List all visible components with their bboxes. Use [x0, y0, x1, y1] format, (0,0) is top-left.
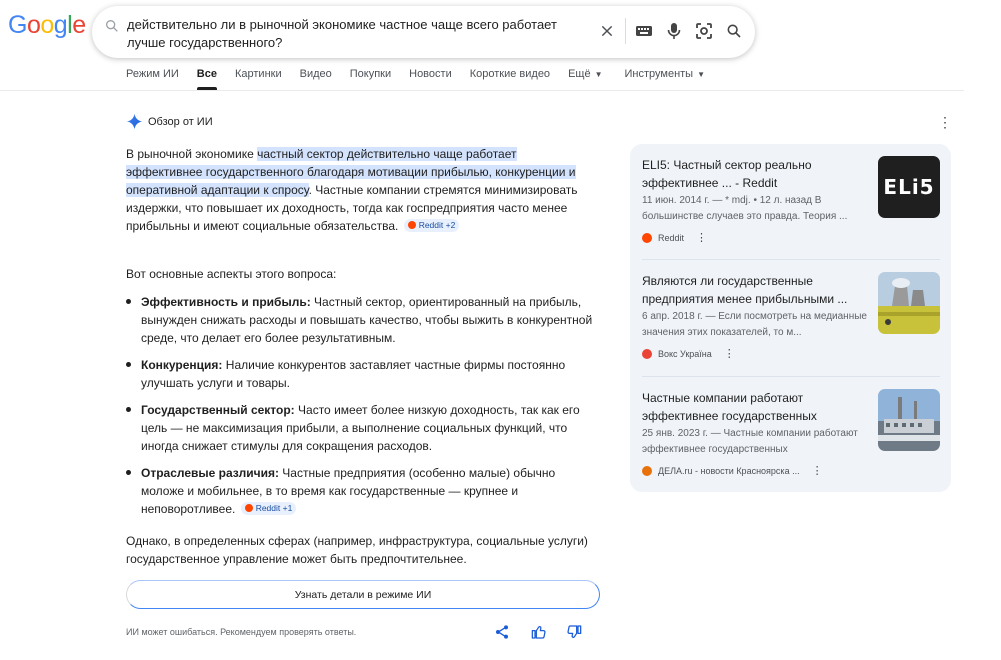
source-site: ДЕЛА.ru - новости Красноярска ... ⋮ — [642, 464, 940, 477]
more-options-icon[interactable]: ⋮ — [811, 465, 823, 477]
lens-icon[interactable] — [693, 20, 715, 42]
chevron-down-icon: ▼ — [594, 70, 603, 79]
source-divider — [642, 259, 940, 260]
reddit-icon — [245, 504, 253, 512]
keyboard-icon[interactable] — [633, 20, 655, 42]
tab-images[interactable]: Картинки — [234, 68, 282, 80]
search-divider — [625, 18, 626, 44]
list-item: Конкуренция: Наличие конкурентов заставляет частные фирмы постоянно улучшать услуги и товары. — [126, 356, 596, 392]
source-snippet: 6 апр. 2018 г. — Если посмотреть на медианные значения этих показателей, то м... — [642, 311, 867, 338]
sources-panel — [630, 144, 951, 492]
aspects-intro: Вот основные аспекты этого вопроса: — [126, 267, 337, 281]
tab-tools[interactable]: Инструменты ▼ — [624, 68, 706, 80]
mic-icon[interactable] — [663, 20, 685, 42]
power-plant-thumbnail[interactable] — [878, 272, 940, 334]
header-divider — [0, 90, 964, 91]
thumbs-up-icon[interactable] — [531, 624, 547, 640]
factory-thumbnail[interactable] — [878, 389, 940, 451]
tab-news[interactable]: Новости — [409, 68, 452, 80]
aspects-list — [126, 293, 596, 527]
search-submit-icon[interactable] — [723, 20, 745, 42]
list-item: Эффективность и прибыль: Частный сектор, ориентированный на прибыль, вынужден снижать расходы и повышать качество, чтобы выжить в конкурентной среде, что делает его более результативным. — [126, 293, 596, 347]
source-thumbnail[interactable]: ELi5 — [878, 156, 940, 218]
source-title[interactable]: ELI5: Частный сектор реально эффективнее ... - Reddit — [642, 158, 812, 190]
search-input[interactable]: действительно ли в рыночной экономике частное чаще всего работает лучше государственного? — [127, 17, 557, 50]
source-chip[interactable]: Reddit +2 — [404, 219, 460, 232]
search-icon — [104, 18, 120, 34]
source-chip[interactable]: Reddit +1 — [241, 502, 297, 515]
source-title[interactable]: Являются ли государственные предприятия менее прибыльными ... — [642, 274, 848, 306]
reddit-icon — [642, 233, 652, 243]
source-site: Reddit ⋮ — [642, 231, 940, 244]
dela-ru-icon — [642, 466, 652, 476]
source-card[interactable] — [642, 389, 940, 477]
more-options-icon[interactable]: ⋮ — [723, 348, 735, 360]
source-card[interactable] — [642, 272, 940, 360]
highlighted-answer: частный сектор действительно чаще работает эффективнее государственного благодаря мотивации прибылью, конкуренции и оперативной адаптации к спросу — [126, 147, 576, 197]
thumbs-down-icon[interactable] — [566, 624, 582, 640]
vox-ukraine-icon — [642, 349, 652, 359]
source-divider — [642, 376, 940, 377]
tab-more[interactable]: Ещё ▼ — [568, 68, 603, 80]
source-title[interactable]: Частные компании работают эффективнее государственных — [642, 391, 817, 423]
ai-disclaimer: ИИ может ошибаться. Рекомендуем проверять ответы. — [126, 627, 357, 637]
tab-all[interactable]: Все — [197, 66, 217, 90]
tab-short-videos[interactable]: Короткие видео — [469, 68, 551, 80]
ai-overview-header — [126, 113, 213, 130]
list-item: Государственный сектор: Часто имеет более низкую доходность, так как его цель — не максимизация прибыли, а выполнение социальных функций, что иногда снижает стимулы для сокращения расходов. — [126, 401, 596, 455]
tab-videos[interactable]: Видео — [299, 68, 332, 80]
search-box[interactable] — [92, 6, 755, 58]
ai-overview-title: Обзор от ИИ — [148, 115, 213, 128]
gemini-sparkle-icon — [126, 113, 143, 130]
tab-shopping[interactable]: Покупки — [349, 68, 392, 80]
reddit-icon — [408, 221, 416, 229]
source-snippet: 25 янв. 2023 г. — Частные компании работают эффективнее государственных — [642, 428, 858, 455]
search-tabs — [126, 66, 723, 90]
source-site: Вокс Україна ⋮ — [642, 347, 940, 360]
source-card[interactable] — [642, 156, 940, 244]
clear-icon[interactable] — [596, 20, 618, 42]
list-item: Отраслевые различия: Частные предприятия (особенно малые) обычно моложе и мобильнее, в то время как государственные — крупнее и неповоротливее. Reddit +1 — [126, 464, 596, 518]
share-icon[interactable] — [494, 624, 510, 640]
conclusion-paragraph: Однако, в определенных сферах (например, инфраструктура, социальные услуги) государственное управление может быть предпочтительнее. — [126, 534, 588, 566]
more-options-icon[interactable]: ⋮ — [696, 232, 708, 244]
ai-mode-details-button[interactable]: Узнать детали в режиме ИИ — [126, 580, 600, 609]
source-snippet: 11 июн. 2014 г. — * mdj. • 12 л. назад В большинстве случаев это правда. Теория ... — [642, 195, 848, 222]
tab-ai-mode[interactable]: Режим ИИ — [126, 68, 179, 80]
chevron-down-icon: ▼ — [697, 70, 706, 79]
more-options-icon[interactable]: ⋮ — [938, 114, 952, 130]
ai-intro-paragraph: В рыночной экономике частный сектор действительно чаще работает эффективнее государственного благодаря мотивации прибылью, конкуренции и оперативной адаптации к спросу. Частные компании стремятся минимизировать издержки, что повышает их доходность, тогда как госпредприятия часто менее прибыльны и имеют социальные обязательства. Reddit +2 — [126, 147, 578, 233]
google-logo[interactable]: Google — [8, 11, 86, 39]
